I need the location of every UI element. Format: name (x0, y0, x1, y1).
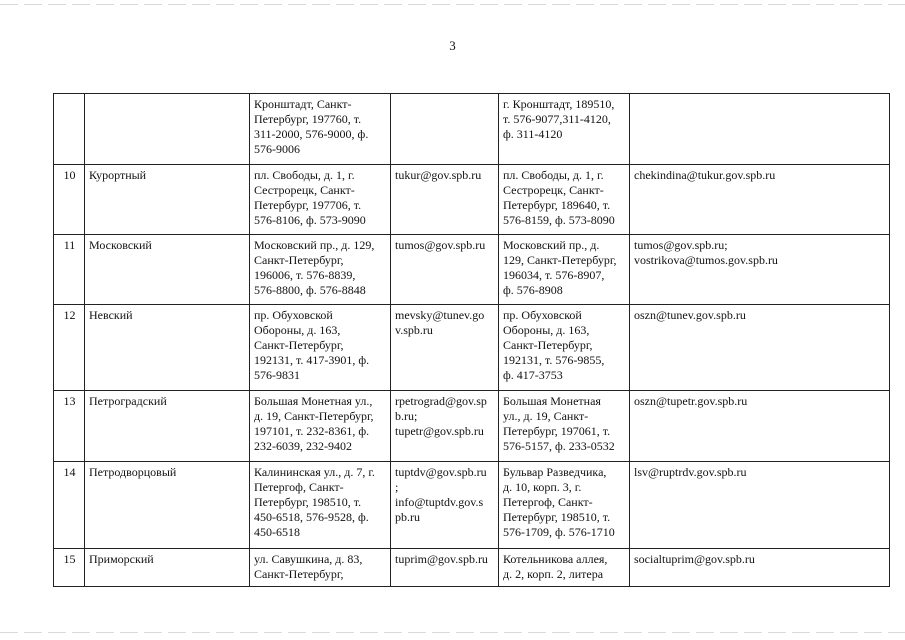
district-name: Приморский (85, 549, 250, 587)
social-address: пр. Обуховской Обороны, д. 163, Санкт-Петербург, 192131, т. 576-9855, ф. 417-3753 (499, 305, 630, 391)
row-number: 12 (54, 305, 85, 391)
social-address: Бульвар Разведчика, д. 10, корп. 3, г. Петергоф, Санкт- Петербург, 198510, т. 576-1709, ф. 576-1710 (499, 462, 630, 549)
social-address: пл. Свободы, д. 1, г. Сестрорецк, Санкт- Петербург, 189640, т. 576-8159, ф. 573-8090 (499, 165, 630, 235)
scan-edge-bottom (0, 632, 905, 633)
admin-email: tumos@gov.spb.ru (391, 235, 499, 305)
social-email: socialtuprim@gov.spb.ru (630, 549, 890, 587)
table-row (54, 391, 890, 462)
table-row (54, 235, 890, 305)
row-number: 11 (54, 235, 85, 305)
admin-address: ул. Савушкина, д. 83, Санкт-Петербург, (250, 549, 391, 587)
social-email: oszn@tunev.gov.spb.ru (630, 305, 890, 391)
admin-address: пл. Свободы, д. 1, г. Сестрорецк, Санкт- Петербург, 197706, т. 576-8106, ф. 573-9090 (250, 165, 391, 235)
row-number: 15 (54, 549, 85, 587)
admin-email (391, 94, 499, 165)
district-name (85, 94, 250, 165)
social-email: oszn@tupetr.gov.spb.ru (630, 391, 890, 462)
admin-email: tuptdv@gov.spb.ru ; info@tuptdv.gov.s pb.ru (391, 462, 499, 549)
table-row (54, 462, 890, 549)
table-row (54, 94, 890, 165)
admin-email: rpetrograd@gov.sp b.ru; tupetr@gov.spb.ru (391, 391, 499, 462)
social-email: chekindina@tukur.gov.spb.ru (630, 165, 890, 235)
district-name: Курортный (85, 165, 250, 235)
social-email: tumos@gov.spb.ru; vostrikova@tumos.gov.spb.ru (630, 235, 890, 305)
row-number: 13 (54, 391, 85, 462)
admin-address: Большая Монетная ул., д. 19, Санкт-Петербург, 197101, т. 232-8361, ф. 232-6039, 232-9402 (250, 391, 391, 462)
scan-edge-top (0, 4, 905, 5)
admin-address: Московский пр., д. 129, Санкт-Петербург, 196006, т. 576-8839, 576-8800, ф. 576-8848 (250, 235, 391, 305)
table-row (54, 165, 890, 235)
districts-table (53, 93, 890, 587)
row-number: 14 (54, 462, 85, 549)
social-email (630, 94, 890, 165)
row-number: 10 (54, 165, 85, 235)
page-number: 3 (449, 38, 456, 53)
district-name: Московский (85, 235, 250, 305)
table-row (54, 305, 890, 391)
social-address: Большая Монетная ул., д. 19, Санкт- Петербург, 197061, т. 576-5157, ф. 233-0532 (499, 391, 630, 462)
social-address: Котельникова аллея, д. 2, корп. 2, литера (499, 549, 630, 587)
district-name: Невский (85, 305, 250, 391)
district-name: Петродворцовый (85, 462, 250, 549)
social-address: г. Кронштадт, 189510, т. 576-9077,311-4120, ф. 311-4120 (499, 94, 630, 165)
row-number (54, 94, 85, 165)
district-name: Петроградский (85, 391, 250, 462)
admin-address: Калининская ул., д. 7, г. Петергоф, Санкт- Петербург, 198510, т. 450-6518, 576-9528, ф. 450-6518 (250, 462, 391, 549)
admin-email: mevsky@tunev.go v.spb.ru (391, 305, 499, 391)
admin-address: пр. Обуховской Обороны, д. 163, Санкт-Петербург, 192131, т. 417-3901, ф. 576-9831 (250, 305, 391, 391)
social-address: Московский пр., д. 129, Санкт-Петербург, 196034, т. 576-8907, ф. 576-8908 (499, 235, 630, 305)
admin-email: tuprim@gov.spb.ru (391, 549, 499, 587)
admin-email: tukur@gov.spb.ru (391, 165, 499, 235)
admin-address: Кронштадт, Санкт- Петербург, 197760, т. 311-2000, 576-9000, ф. 576-9006 (250, 94, 391, 165)
social-email: lsv@ruptrdv.gov.spb.ru (630, 462, 890, 549)
table-row (54, 549, 890, 587)
